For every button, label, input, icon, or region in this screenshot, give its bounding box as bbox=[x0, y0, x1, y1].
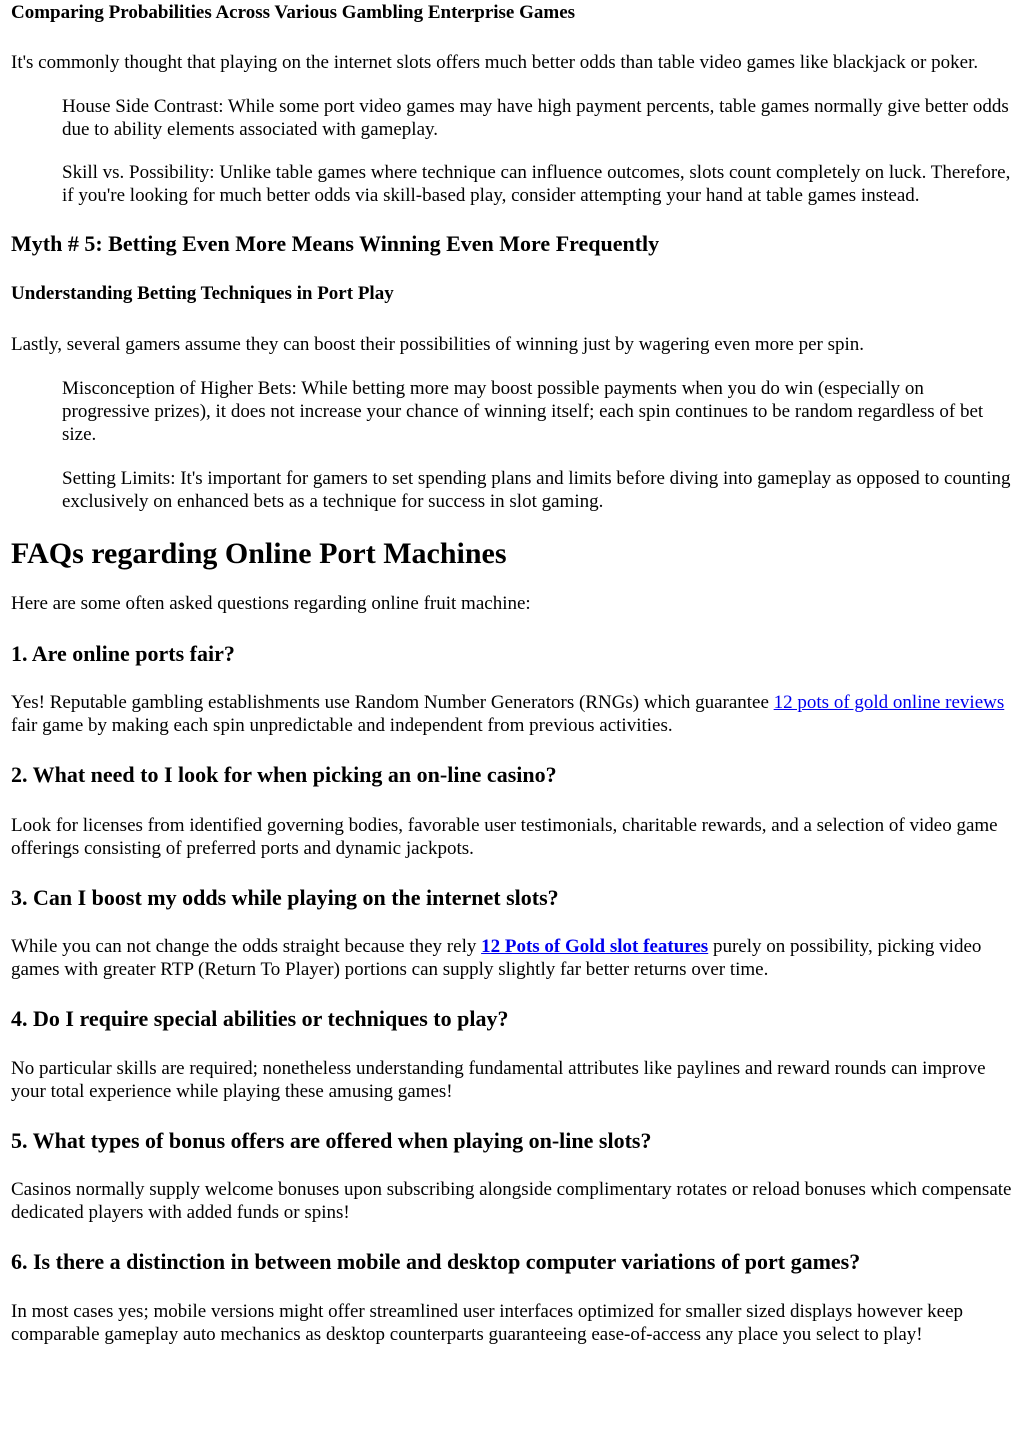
faq-q1-answer-after: fair game by making each spin unpredictable and independent from previous activities. bbox=[11, 715, 673, 736]
compare-intro: It's commonly thought that playing on the internet slots offers much better odds than table video games like blackjack or poker. bbox=[11, 52, 979, 73]
myth5-intro: Lastly, several gamers assume they can boost their possibilities of winning just by wagering even more per spin. bbox=[11, 334, 865, 355]
faq-q5-answer: Casinos normally supply welcome bonuses upon subscribing alongside complimentary rotates or reload bonuses which compensate dedicated players with added funds or spins! bbox=[11, 1179, 1012, 1223]
faq-q3-answer-before: While you can not change the odds straight because they rely bbox=[11, 936, 482, 957]
compare-point-skill: Skill vs. Possibility: Unlike table games where technique can influence outcomes, slots count completely on luck. Therefore, if you're looking for much better odds via skill-based play, consider attempting your hand at table games instead. bbox=[62, 162, 1011, 206]
faq-q3-question: 3. Can I boost my odds while playing on the internet slots? bbox=[11, 885, 559, 910]
faq-q3-answer bbox=[11, 935, 1013, 981]
faq-q1-answer bbox=[11, 691, 1013, 737]
faq-q1-answer-before: Yes! Reputable gambling establishments use Random Number Generators (RNGs) which guarantee bbox=[11, 692, 774, 713]
pots-of-gold-features-link[interactable]: 12 Pots of Gold slot features bbox=[481, 936, 709, 957]
pots-of-gold-reviews-link[interactable]: 12 pots of gold online reviews bbox=[773, 692, 1005, 713]
faq-q5-question: 5. What types of bonus offers are offered when playing on-line slots? bbox=[11, 1128, 652, 1153]
faq-q6-question: 6. Is there a distinction in between mobile and desktop computer variations of port games? bbox=[11, 1249, 861, 1274]
compare-point-house-edge: House Side Contrast: While some port video games may have high payment percents, table games normally give better odds due to ability elements associated with gameplay. bbox=[62, 96, 1009, 140]
faq-q2-question: 2. What need to I look for when picking an on-line casino? bbox=[11, 762, 557, 787]
faq-q6-answer: In most cases yes; mobile versions might offer streamlined user interfaces optimized for smaller sized displays however keep comparable gameplay auto mechanics as desktop counterparts guaranteeing ease-of-access any place you select to play! bbox=[11, 1301, 964, 1345]
myth5-heading: Myth # 5: Betting Even More Means Winning Even More Frequently bbox=[11, 231, 660, 256]
myth5-subheading: Understanding Betting Techniques in Port Play bbox=[11, 283, 394, 304]
faq-q2-answer: Look for licenses from identified governing bodies, favorable user testimonials, charitable rewards, and a selection of video game offerings consisting of preferred ports and dynamic jackpots. bbox=[11, 815, 998, 859]
myth5-point-limits: Setting Limits: It's important for gamers to set spending plans and limits before diving into gameplay as opposed to counting exclusively on enhanced bets as a technique for success in slot gaming. bbox=[62, 468, 1011, 512]
myth5-point-higher-bets: Misconception of Higher Bets: While betting more may boost possible payments when you do win (especially on progressive prizes), it does not increase your chance of winning itself; each spin continues to be random regardless of bet size. bbox=[62, 378, 984, 445]
faq-intro: Here are some often asked questions regarding online fruit machine: bbox=[11, 593, 531, 614]
faq-q4-question: 4. Do I require special abilities or techniques to play? bbox=[11, 1006, 509, 1031]
compare-heading: Comparing Probabilities Across Various Gambling Enterprise Games bbox=[11, 2, 576, 23]
faq-q4-answer: No particular skills are required; nonetheless understanding fundamental attributes like paylines and reward rounds can improve your total experience while playing these amusing games! bbox=[11, 1058, 986, 1102]
faq-q3-answer-after: purely on possibility, picking video games with greater RTP (Return To Player) portions can supply slightly far better returns over time. bbox=[11, 936, 982, 980]
faq-q1-question: 1. Are online ports fair? bbox=[11, 641, 235, 666]
faq-heading: FAQs regarding Online Port Machines bbox=[11, 537, 507, 570]
